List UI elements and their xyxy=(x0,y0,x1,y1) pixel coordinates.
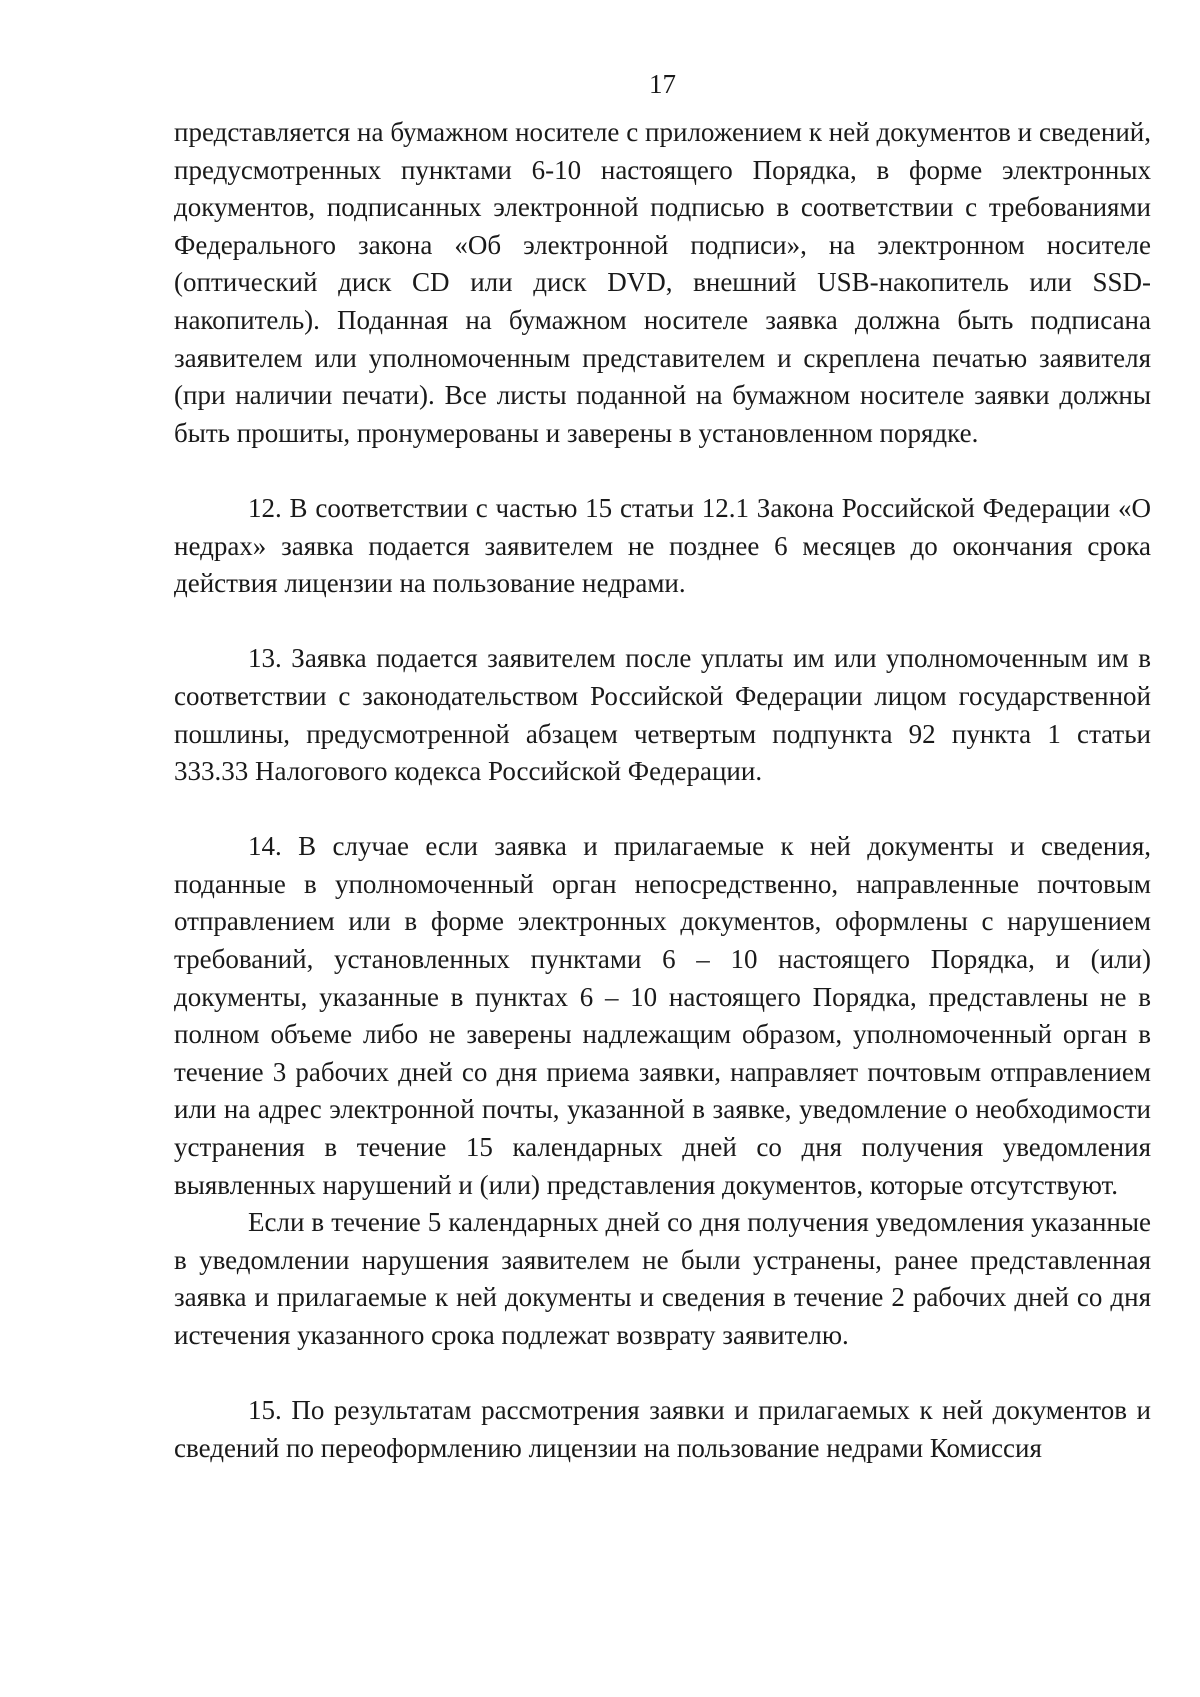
paragraph-continuation: представляется на бумажном носителе с приложением к ней документов и сведений, предусмотренных пунктами 6-10 настоящего Порядка, в форме электронных документов, подписанных электронной подписью в соответствии с требованиями Федерального закона «Об электронной подписи», на электронном носителе (оптический диск CD или диск DVD, внешний USB-накопитель или SSD-накопитель). Поданная на бумажном носителе заявка должна быть подписана заявителем или уполномоченным представителем и скреплена печатью заявителя (при наличии печати). Все листы поданной на бумажном носителе заявки должны быть прошиты, пронумерованы и заверены в установленном порядке. xyxy=(174,117,1151,448)
paragraph-clause-13: 13. Заявка подается заявителем после уплаты им или уполномоченным им в соответствии с законодательством Российской Федерации лицом государственной пошлины, предусмотренной абзацем четвертым подпункта 92 пункта 1 статьи 333.33 Налогового кодекса Российской Федерации. xyxy=(174,643,1151,787)
paragraph-clause-12: 12. В соответствии с частью 15 статьи 12.1 Закона Российской Федерации «О недрах» заявка подается заявителем не позднее 6 месяцев до окончания срока действия лицензии на пользование недрами. xyxy=(174,492,1151,599)
document-body xyxy=(174,114,1151,1467)
paragraph-clause-15: 15. По результатам рассмотрения заявки и прилагаемых к ней документов и сведений по переоформлению лицензии на пользование недрами Комиссия xyxy=(174,1395,1151,1463)
page-number: 17 xyxy=(649,69,676,99)
paragraph-clause-14-second: Если в течение 5 календарных дней со дня получения уведомления указанные в уведомлении нарушения заявителем не были устранены, ранее представленная заявка и прилагаемые к ней документы и сведения в течение 2 рабочих дней со дня истечения указанного срока подлежат возврату заявителю. xyxy=(174,1207,1151,1350)
document-page xyxy=(174,0,1151,1697)
paragraph-clause-14: 14. В случае если заявка и прилагаемые к ней документы и сведения, поданные в уполномоченный орган непосредственно, направленные почтовым отправлением или в форме электронных документов, оформлены с нарушением требований, установленных пунктами 6 – 10 настоящего Порядка, и (или) документы, указанные в пунктах 6 – 10 настоящего Порядка, представлены не в полном объеме либо не заверены надлежащим образом, уполномоченный орган в течение 3 рабочих дней со дня приема заявки, направляет почтовым отправлением или на адрес электронной почты, указанной в заявке, уведомление о необходимости устранения в течение 15 календарных дней со дня получения уведомления выявленных нарушений и (или) представления документов, которые отсутствуют. xyxy=(174,831,1151,1200)
